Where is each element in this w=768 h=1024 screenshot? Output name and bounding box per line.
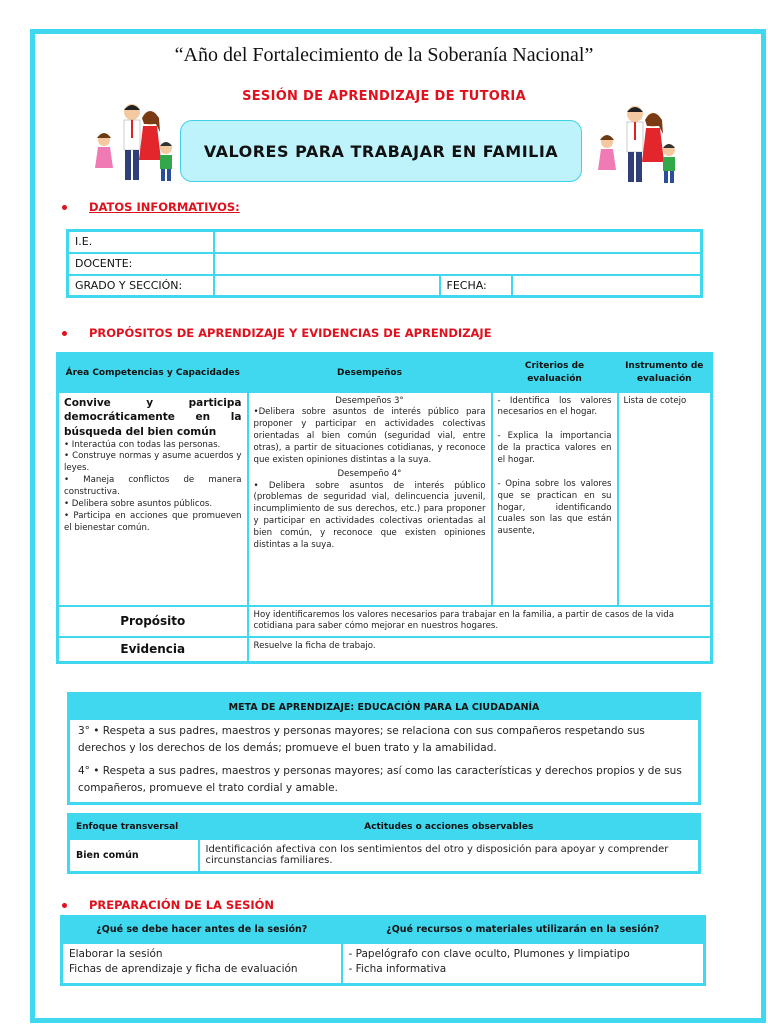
header-criterios: Criterios de evaluación (492, 354, 618, 392)
criterio-item: - Opina sobre los valores que se practican en su hogar, identificando cuales son las que están ausente, (497, 478, 612, 537)
evidencia-label: Evidencia (58, 637, 248, 662)
header-desempenos: Desempeños (248, 354, 492, 392)
header-recursos: ¿Qué recursos o materiales utilizarán en la sesión? (342, 917, 705, 943)
preparacion-heading (62, 898, 274, 912)
meta-line-4: 4° • Respeta a sus padres, maestros y personas mayores; así como las características y derechos propios y de sus compañeros, promueve el trato cordial y amable. (69, 760, 700, 804)
antes-cell (62, 943, 342, 985)
competencia-title: Convive y participa democráticamente en la búsqueda del bien común (64, 396, 242, 438)
session-title: SESIÓN DE APRENDIZAJE DE TUTORIA (242, 89, 526, 104)
enfoque-value: Bien común (69, 839, 199, 873)
capacidad-item: • Construye normas y asume acuerdos y leyes. (64, 451, 242, 474)
recursos-cell (342, 943, 705, 985)
desempeno4-title: Desempeño 4° (337, 468, 402, 479)
recurso-item: - Ficha informativa (348, 962, 447, 975)
year-title: “Año del Fortalecimiento de la Soberanía Nacional” (174, 44, 594, 66)
capacidad-item: • Participa en acciones que promueven el bienestar común. (64, 510, 242, 533)
recurso-item: - Papelógrafo con clave oculto, Plumones y limpiatipo (348, 947, 630, 960)
capacidad-item: • Maneja conflictos de manera constructiva. (64, 475, 242, 497)
propositos-table (56, 352, 713, 664)
ie-field[interactable] (214, 231, 702, 253)
datos-heading-text: DATOS INFORMATIVOS: (89, 200, 240, 214)
instrumento-cell: Lista de cotejo (618, 392, 712, 606)
family-illustration-left (82, 98, 182, 188)
enfoque-table (67, 813, 701, 874)
meta-line-3: 3° • Respeta a sus padres, maestros y personas mayores; se relaciona con sus compañeros respetando sus derechos y los derechos de los demás; promueve el buen trato y la amabilidad. (69, 720, 700, 760)
proposito-label: Propósito (58, 606, 248, 638)
fecha-field[interactable] (512, 275, 702, 297)
grado-field[interactable] (214, 275, 440, 297)
ie-label: I.E. (68, 231, 214, 253)
preparacion-table (60, 915, 706, 986)
desempeno3-text: •Delibera sobre asuntos de interés público para proponer y participar en actividades colectivas orientadas al bien común (seguridad vial, entre otras), a partir de situaciones cotidianas, y reconoce que existen opiniones distintas a la suya. (253, 407, 486, 465)
bullet-icon (62, 331, 67, 336)
criterio-item: - Explica la importancia de la practica valores en el hogar. (497, 431, 612, 465)
meta-table (67, 692, 701, 805)
criterio-item: - Identifica los valores necesarios en el hogar. (497, 395, 612, 418)
competencia-cell (58, 392, 248, 606)
capacidad-item: • Interactúa con todas las personas. (64, 439, 221, 450)
docente-label: DOCENTE: (68, 253, 214, 275)
criterios-cell (492, 392, 618, 606)
proposito-text: Hoy identificaremos los valores necesarios para trabajar en la familia, a partir de casos de la vida cotidiana para saber cómo mejorar en nuestros hogares. (248, 606, 712, 638)
preparacion-heading-text: PREPARACIÓN DE LA SESIÓN (89, 898, 275, 912)
propositos-heading (62, 326, 492, 340)
desempeno4-text: • Delibera sobre asuntos de interés público (problemas de seguridad vial, delincuencia juvenil, incumplimiento de sus derechos, etc.) para proponer y participar en actividades colectivas orientadas al bien común, y reconoce que existen opiniones distintas a la suya. (253, 480, 486, 550)
bullet-icon (62, 903, 67, 908)
grado-label: GRADO Y SECCIÓN: (68, 275, 214, 297)
header-enfoque: Enfoque transversal (69, 815, 199, 839)
evidencia-text: Resuelve la ficha de trabajo. (248, 637, 712, 662)
antes-item: Fichas de aprendizaje y ficha de evaluación (69, 962, 298, 975)
propositos-heading-text: PROPÓSITOS DE APRENDIZAJE Y EVIDENCIAS DE APRENDIZAJE (89, 326, 492, 340)
header-antes: ¿Qué se debe hacer antes de la sesión? (62, 917, 342, 943)
bullet-icon (62, 205, 67, 210)
desempenos-cell (248, 392, 492, 606)
actitud-value: Identificación afectiva con los sentimientos del otro y disposición para apoyar y comprender circunstancias familiares. (199, 839, 700, 873)
header-area: Área Competencias y Capacidades (58, 354, 248, 392)
capacidad-item: • Delibera sobre asuntos públicos. (64, 498, 213, 509)
main-title: VALORES PARA TRABAJAR EN FAMILIA (180, 120, 582, 182)
docente-field[interactable] (214, 253, 702, 275)
fecha-label: FECHA: (440, 275, 512, 297)
datos-table (66, 229, 703, 298)
family-illustration-right (585, 100, 685, 190)
meta-heading: META DE APRENDIZAJE: EDUCACIÓN PARA LA CIUDADANÍA (69, 694, 700, 721)
desempeno3-title: Desempeños 3° (335, 395, 404, 406)
header-actitudes: Actitudes o acciones observables (199, 815, 700, 839)
header-instrumento: Instrumento de evaluación (618, 354, 712, 392)
antes-item: Elaborar la sesión (69, 947, 163, 960)
datos-heading (62, 200, 240, 214)
